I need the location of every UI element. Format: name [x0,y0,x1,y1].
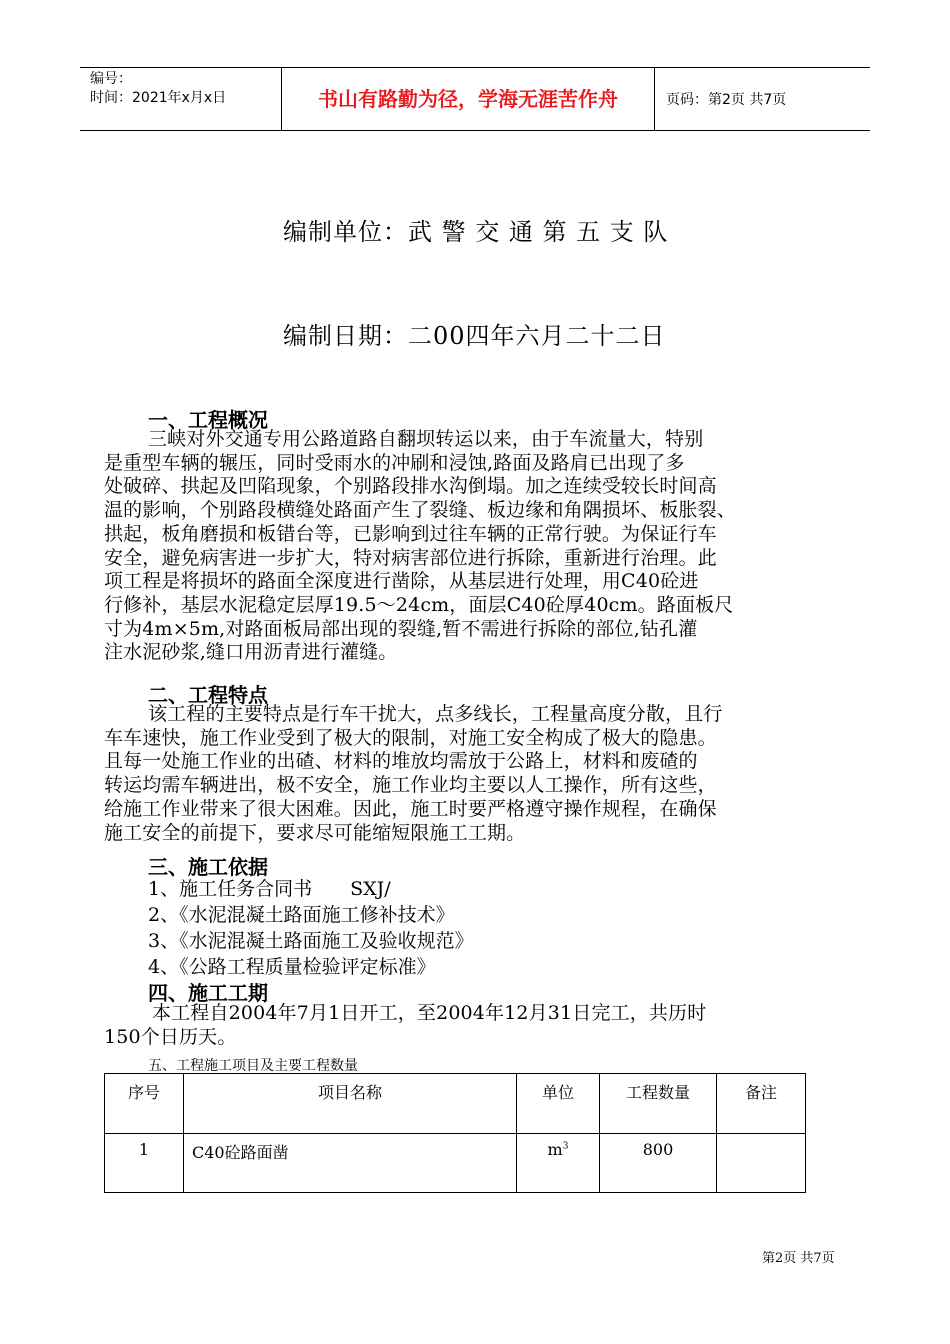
text-line: 本工程自2004年7月1日开工，至2004年12月31日完工，共历时 [152,1002,707,1024]
header-cell-no: 序号 [105,1074,184,1134]
header-cell-name: 项目名称 [184,1074,517,1134]
text-line: 拱起，板角磨损和板错台等，已影响到过往车辆的正常行驶。为保证行车 [104,522,717,545]
text-line: 安全，避免病害进一步扩大，特对病害部位进行拆除，重新进行治理。此 [104,546,717,569]
text-line: 车车速快，施工作业受到了极大的限制，对施工安全构成了极大的隐患。 [104,726,717,749]
text-line: 项工程是将损坏的路面全深度进行凿除，从基层进行处理，用C40砼进 [104,570,699,593]
text-line: 150个日历天。 [104,1025,237,1048]
page-footer: 第2页 共7页 [762,1251,835,1266]
section-title-overview: 一、工程概况 [148,408,268,432]
number-label: 编号： [90,71,132,87]
section-title-features: 二、工程特点 [148,683,268,707]
table-row [105,1134,806,1193]
section-body-features [104,703,852,845]
section-title-basis: 三、施工依据 [148,855,268,879]
table-caption: 五、工程施工项目及主要工程数量 [148,1058,358,1074]
text-line: 三峡对外交通专用公路道路自翻坝转运以来，由于车流量大，特别 [148,428,704,450]
cell-qty: 800 [600,1134,717,1193]
header-divider [654,68,655,130]
reference-item: 3、《水泥混凝土路面施工及验收规范》 [148,930,474,952]
header-motto: 书山有路勤为径，学海无涯苦作舟 [318,87,618,111]
text-line: 且每一处施工作业的出碴、材料的堆放均需放于公路上，材料和废碴的 [104,750,698,773]
text-line: 给施工作业带来了很大困难。因此，施工时要严格遵守操作规程，在确保 [104,797,717,820]
section-body-schedule [104,1002,852,1049]
cell-name: C40砼路面凿 [184,1134,517,1193]
text-line: 寸为4m×5m,对路面板局部出现的裂缝,暂不需进行拆除的部位,钻孔灌 [104,617,698,640]
reference-item: 1、施工任务合同书 SXJ/ [148,878,391,900]
text-line: 施工安全的前提下，要求尽可能缩短限施工工期。 [104,821,526,844]
compiler-unit: 编制单位：武 警 交 通 第 五 支 队 [283,218,669,246]
text-line: 是重型车辆的辗压，同时受雨水的冲刷和浸蚀,路面及路肩已出现了多 [104,451,685,474]
table-header-row [105,1074,806,1134]
reference-item: 4、《公路工程质量检验评定标准》 [148,956,436,978]
section-title-schedule: 四、施工工期 [148,981,268,1005]
section-body-overview [104,428,852,665]
cell-unit [517,1134,600,1193]
reference-item: 2、《水泥混凝土路面施工修补技术》 [148,904,455,926]
header-meta [90,70,226,108]
header-cell-note: 备注 [717,1074,806,1134]
header-cell-qty: 工程数量 [600,1074,717,1134]
text-line: 转运均需车辆进出，极不安全，施工作业均主要以人工操作，所有这些， [104,774,717,797]
header-cell-unit: 单位 [517,1074,600,1134]
time-label: 时间：2021年x月x日 [90,90,227,106]
text-line: 温的影响，个别路段横缝处路面产生了裂缝、板边缘和角隅损坏、板胀裂、 [104,499,736,522]
text-line: 该工程的主要特点是行车干扰大，点多线长，工程量高度分散，且行 [148,703,723,725]
text-line: 行修补，基层水泥稳定层厚19.5～24cm，面层C40砼厚40cm。路面板尺 [104,593,734,616]
text-line: 处破碎、拱起及凹陷现象，个别路段排水沟倒塌。加之连续受较长时间高 [104,475,717,498]
compile-date: 编制日期：二00四年六月二十二日 [283,322,666,350]
unit-superscript: 3 [562,1141,569,1152]
unit-base: m [547,1140,563,1159]
header-page-code: 页码：第2页 共7页 [666,92,787,108]
page-header [80,67,870,131]
cell-no: 1 [105,1134,184,1193]
quantity-table [104,1073,806,1193]
cell-note [717,1134,806,1193]
text-line: 注水泥砂浆,缝口用沥青进行灌缝。 [104,641,398,664]
